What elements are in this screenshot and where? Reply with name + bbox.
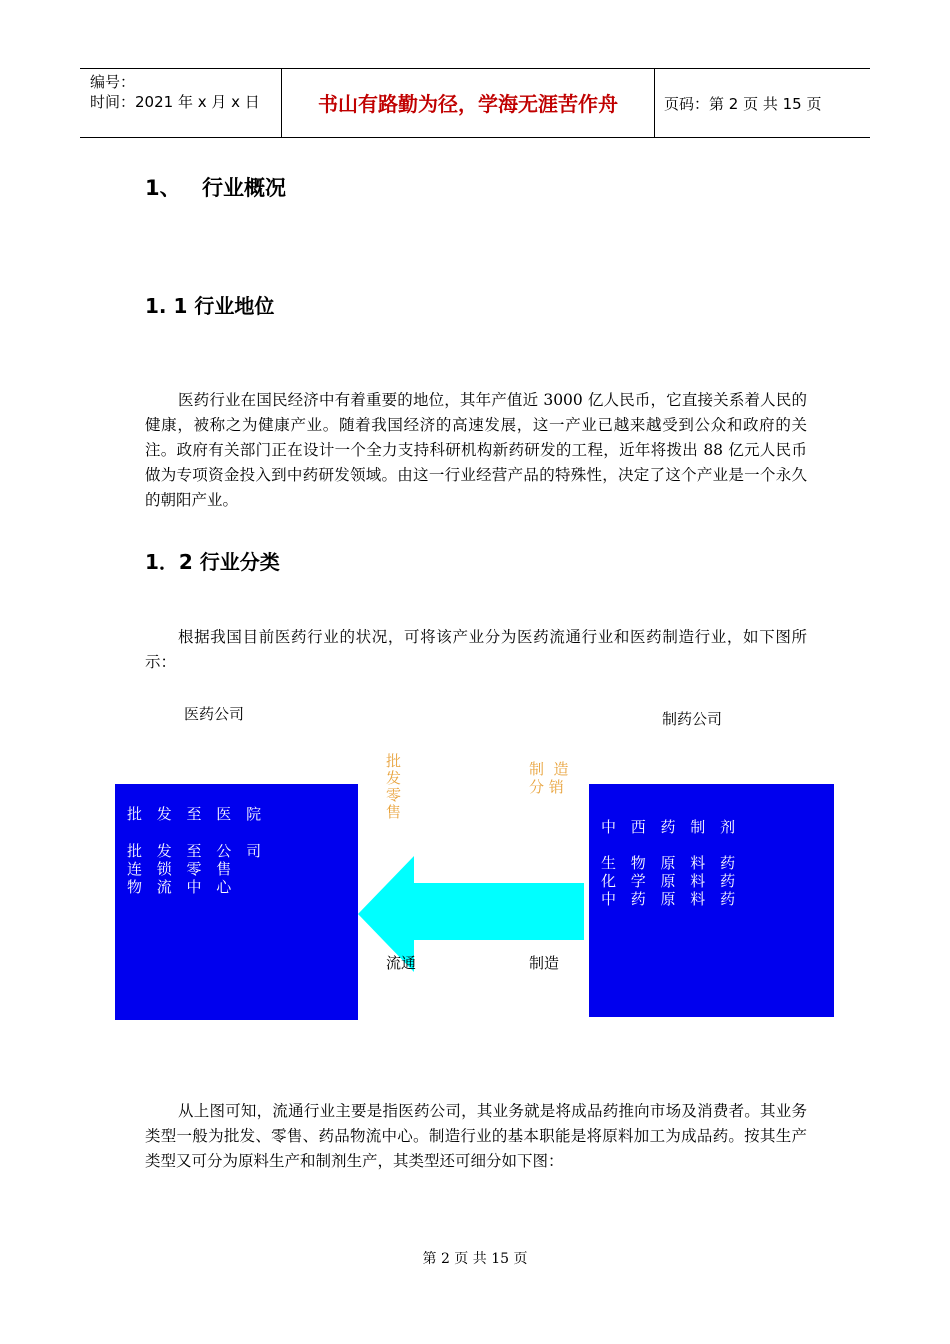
header-motto: 书山有路勤为径，学海无涯苦作舟 — [318, 92, 618, 116]
manufacturing-item: 中 药 原 料 药 — [601, 890, 741, 908]
distribution-item: 批 发 至 公 司 — [127, 842, 267, 860]
section-1-title: 行业概况 — [202, 176, 286, 200]
page-footer: 第 2 页 共 15 页 — [422, 1251, 528, 1267]
manufacturing-box — [589, 784, 834, 1017]
distribution-item: 连 锁 零 售 — [127, 860, 237, 878]
distribution-box — [115, 784, 358, 1020]
left-company-label: 医药公司 — [184, 705, 245, 723]
manufacturing-label-line2: 分 销 — [529, 778, 564, 796]
right-company-label: 制药公司 — [662, 710, 723, 728]
section-1-number: 1、 — [145, 176, 181, 200]
distribution-item: 物 流 中 心 — [127, 878, 237, 896]
section-1-2-paragraph: 根据我国目前医药行业的状况，可将该产业分为医药流通行业和医药制造行业，如下图所示： — [145, 628, 807, 671]
closing-paragraph: 从上图可知，流通行业主要是指医药公司，其业务就是将成品药推向市场及消费者。其业务类型一般为批发、零售、药品物流中心。制造行业的基本职能是将原料加工为成品药。按其生产类型又可分为原料生产和制剂生产，其类型还可细分如下图： — [145, 1102, 807, 1170]
manufacturing-item: 生 物 原 料 药 — [601, 854, 741, 872]
manufacturing-label-line1: 制 造 — [529, 760, 569, 778]
manufacturing-item: 化 学 原 料 药 — [601, 872, 741, 890]
distribution-type-label: 批发零售 — [386, 752, 402, 821]
header-meta — [90, 72, 260, 112]
section-1-2-title: 1．2 行业分类 — [145, 550, 280, 574]
section-1-heading — [145, 172, 286, 202]
header-divider-right — [654, 69, 655, 137]
manufacture-label: 制造 — [529, 954, 560, 972]
header-time: 时间：2021 年 x 月 x 日 — [90, 93, 260, 111]
section-1-1-paragraph: 医药行业在国民经济中有着重要的地位，其年产值近 3000 亿人民币，它直接关系着人民的健康，被称之为健康产业。随着我国经济的高速发展，这一产业已越来越受到公众和政府的关注。政府有关部门正在设计一个全力支持科研机构新药研发的工程，近年将拨出 88 亿元人民币做为专项资金投入到中药研发领域。由这一行业经营产品的特殊性，决定了这个产业是一个永久的朝阳产业。 — [145, 391, 807, 509]
manufacturing-item: 中 西 药 制 剂 — [601, 818, 741, 836]
circulation-label: 流通 — [386, 954, 417, 972]
distribution-item: 批 发 至 医 院 — [127, 805, 267, 823]
section-1-1-title: 1. 1 行业地位 — [145, 294, 275, 318]
header-number: 编号： — [90, 73, 136, 91]
header-page-info: 页码：第 2 页 共 15 页 — [664, 95, 822, 113]
